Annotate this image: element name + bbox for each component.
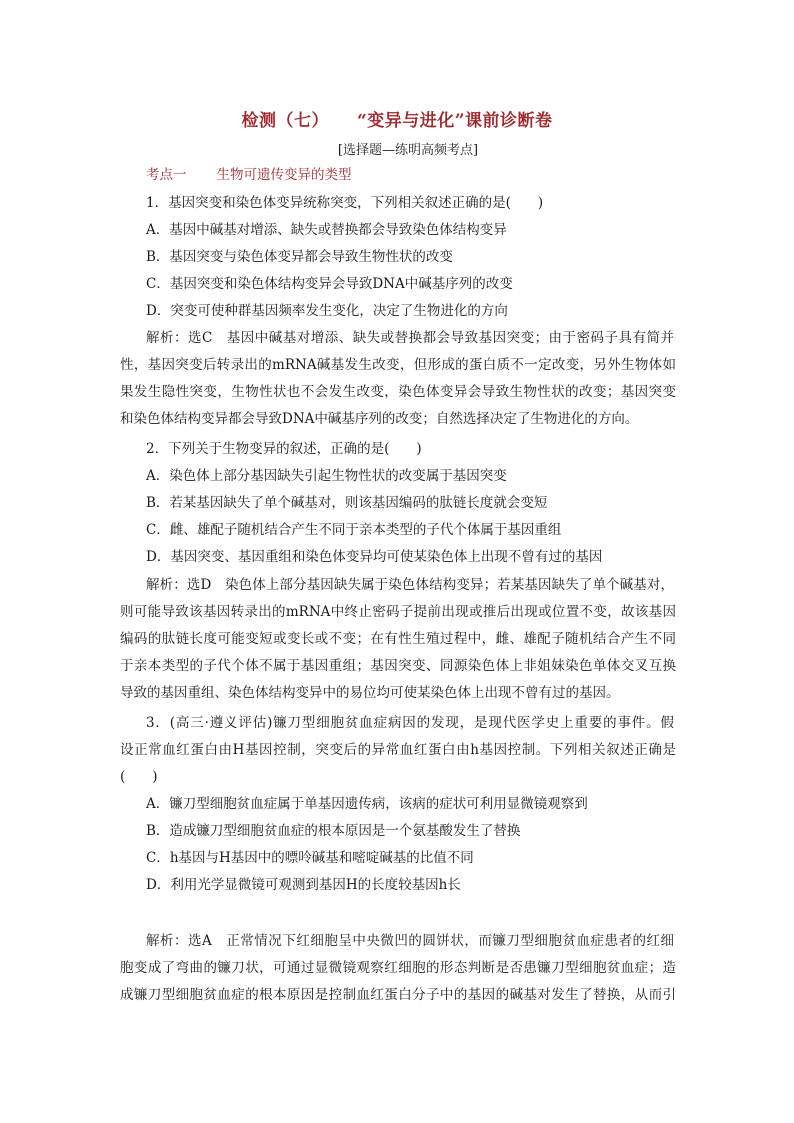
q3-explanation-line1: 解析：选A 正常情况下红细胞呈中央微凹的圆饼状，而镰刀型细胞贫血症患者的红细: [146, 933, 674, 949]
q2-explanation-line3: 编码的肽链长度可能变短或变长或不变；在有性生殖过程中，雌、雄配子随机结合产生不同: [120, 631, 676, 647]
q2-explanation-line4: 于亲本类型的子代个体不属于基因重组；基因突变、同源染色体上非姐妹染色单体交叉互换: [120, 658, 676, 674]
page-subtitle: [选择题—练明高频考点]: [337, 143, 479, 158]
q1-option-a: A．基因中碱基对增添、缺失或替换都会导致染色体结构变异: [146, 222, 507, 238]
q2-option-b: B．若某基因缺失了单个碱基对，则该基因编码的肽链长度就会变短: [146, 495, 548, 511]
section-label: 考点一: [146, 167, 187, 183]
title-left: 检测（七）: [241, 111, 329, 131]
q1-option-d: D．突变可使种群基因频率发生变化，决定了生物进化的方向: [146, 303, 508, 319]
q2-explanation-line1: 解析：选D 染色体上部分基因缺失属于染色体结构变异；若某基因缺失了单个碱基对，: [146, 577, 674, 593]
section-title: 生物可遗传变异的类型: [216, 167, 352, 183]
q2-explanation-line2: 则可能导致该基因转录出的mRNA中终止密码子提前出现或推后出现或位置不变，故该基因: [120, 604, 676, 620]
q1-explanation-line2: 性，基因突变后转录出的mRNA碱基发生改变，但形成的蛋白质不一定改变，另外生物体如: [120, 357, 676, 373]
title-right: “变异与进化”课前诊断卷: [356, 111, 553, 131]
q1-explanation-line3: 果发生隐性突变，生物性状也不会发生改变，染色体变异会导致生物性状的改变；基因突变: [120, 384, 676, 400]
q3-stem-line2: 设正常血红蛋白由H基因控制，突变后的异常血红蛋白由h基因控制。下列相关叙述正确是: [120, 742, 676, 758]
q3-option-d: D．利用光学显微镜可观测到基因H的长度较基因h长: [146, 877, 461, 893]
q3-explanation-line2: 胞变成了弯曲的镰刀状，可通过显微镜观察红细胞的形态判断是否患镰刀型细胞贫血症；造: [120, 960, 676, 976]
q3-option-a: A．镰刀型细胞贫血症属于单基因遗传病，该病的症状可利用显微镜观察到: [146, 796, 588, 812]
q1-stem: 1．基因突变和染色体变异统称突变，下列相关叙述正确的是( ): [146, 195, 544, 211]
section-heading: [146, 163, 352, 183]
q2-stem: 2．下列关于生物变异的叙述，正确的是( ): [146, 441, 422, 457]
q1-option-c: C．基因突变和染色体结构变异会导致DNA中碱基序列的改变: [146, 276, 513, 292]
q3-option-c: C．h基因与H基因中的嘌呤碱基和嘧啶碱基的比值不同: [146, 850, 474, 866]
q3-explanation-line3: 成镰刀型细胞贫血症的根本原因是控制血红蛋白分子中的基因的碱基对发生了替换，从而引: [120, 987, 676, 1003]
q2-option-c: C．雌、雄配子随机结合产生不同于亲本类型的子代个体属于基因重组: [146, 522, 562, 538]
q1-explanation-line4: 和染色体结构变异都会导致DNA中碱基序列的改变；自然选择决定了生物进化的方向。: [120, 411, 639, 427]
page-title: [0, 106, 794, 131]
q2-explanation-line5: 导致的基因重组、染色体结构变异中的易位均可使某染色体上出现不曾有过的基因。: [120, 685, 620, 701]
q2-option-a: A．染色体上部分基因缺失引起生物性状的改变属于基因突变: [146, 468, 507, 484]
q1-option-b: B．基因突变与染色体变异都会导致生物性状的改变: [146, 249, 453, 265]
q2-option-d: D．基因突变、基因重组和染色体变异均可使某染色体上出现不曾有过的基因: [146, 549, 603, 565]
q1-explanation-line1: 解析：选C 基因中碱基对增添、缺失或替换都会导致基因突变；由于密码子具有简并: [146, 330, 674, 346]
q3-stem-line3: ( ): [120, 769, 158, 785]
q3-option-b: B．造成镰刀型细胞贫血症的根本原因是一个氨基酸发生了替换: [146, 823, 521, 839]
q3-stem-line1: 3．(高三·遵义评估)镰刀型细胞贫血症病因的发现，是现代医学史上重要的事件。假: [146, 715, 674, 731]
